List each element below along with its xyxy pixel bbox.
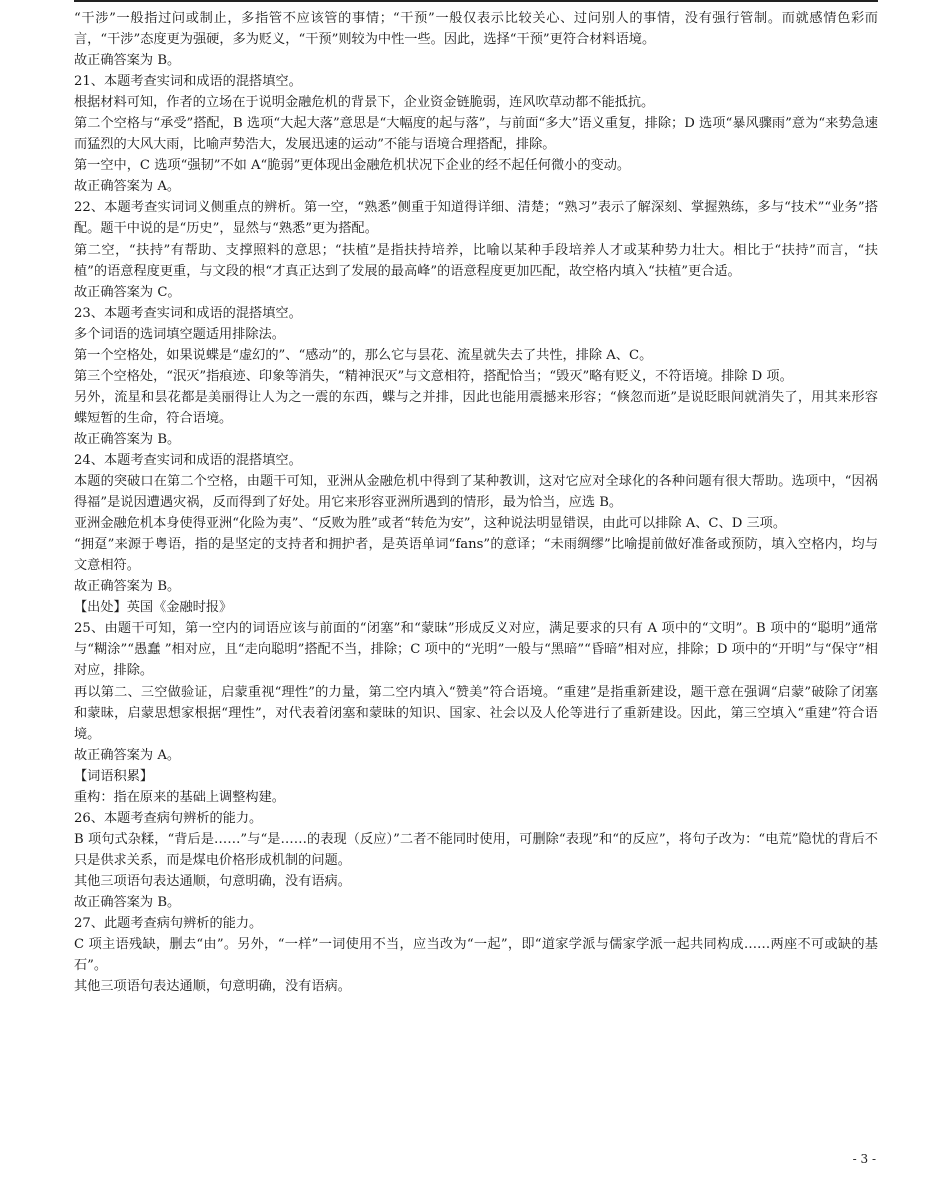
text-line: 另外，流星和昙花都是美丽得让人为之一震的东西，蝶与之并排，因此也能用震撼来形容；“倏忽而逝”是说眨眼间就消失了，用其来形容蝶短暂的生命，符合语境。	[74, 389, 878, 426]
text-line: 其他三项语句表达通顺，句意明确，没有语病。	[74, 979, 351, 995]
text-line: 故正确答案为 B。	[74, 53, 181, 69]
text-line: 【词语积累】	[74, 768, 154, 784]
text-line: 重构：指在原来的基础上调整构建。	[74, 789, 285, 805]
text-line: 22、本题考查实词词义侧重点的辨析。第一空，“熟悉”侧重于知道得详细、清楚；“熟习”表示了解深刻、掌握熟练，多与“技术”“业务”搭配。题干中说的是“历史”，显然与“熟悉”更为搭配。	[74, 200, 878, 237]
text-line: 24、本题考查实词和成语的混搭填空。	[74, 452, 302, 468]
text-line: C 项主语残缺，删去“由”。另外，“一样”一词使用不当，应当改为“一起”，即“道家学派与儒家学派一起共同构成……两座不可或缺的基石”。	[74, 937, 878, 974]
text-line: 26、本题考查病句辨析的能力。	[74, 810, 263, 826]
text-line: 第二个空格与“承受”搭配，B 选项“大起大落”意思是“大幅度的起与落”，与前面“多大”语义重复，排除；D 选项“暴风骤雨”意为“来势急速而猛烈的大风大雨，比喻声势浩大，发展迅速的运动”不能与语境合理搭配，排除。	[74, 116, 878, 153]
text-line: 第一个空格处，如果说蝶是“虚幻的”、“感动”的，那么它与昙花、流星就失去了共性，排除 A、C。	[74, 347, 653, 363]
text-line: 故正确答案为 A。	[74, 179, 181, 195]
answer-explanations	[74, 8, 878, 997]
text-line: 【出处】英国《金融时报》	[74, 600, 233, 616]
text-line: 第三个空格处，“泯灭”指痕迹、印象等消失，“精神泯灭”与文意相符，搭配恰当；“毁灭”略有贬义，不符语境。排除 D 项。	[74, 368, 793, 384]
text-line: 25、由题干可知，第一空内的词语应该与前面的“闭塞”和“蒙昧”形成反义对应，满足要求的只有 A 项中的“文明”。B 项中的“聪明”通常与“糊涂”“愚蠢 ”相对应，且“走向聪明”搭配不当，排除；C 项中的“光明”一般与“黑暗”“昏暗”相对应，排除；D 项中的“开明”与“保守”相对应，排除。	[74, 621, 878, 679]
text-line: “拥趸”来源于粤语，指的是坚定的支持者和拥护者，是英语单词“fans”的意译；“未雨绸缪”比喻提前做好准备或预防，填入空格内，均与文意相符。	[74, 537, 878, 574]
text-line: 故正确答案为 B。	[74, 894, 181, 910]
text-line: 根据材料可知，作者的立场在于说明金融危机的背景下，企业资金链脆弱，连风吹草动都不能抵抗。	[74, 95, 655, 111]
text-line: 其他三项语句表达通顺，句意明确，没有语病。	[74, 873, 351, 889]
header-rule	[74, 0, 878, 2]
text-line: 第二空，“扶持”有帮助、支撑照料的意思；“扶植”是指扶持培养，比喻以某种手段培养人才或某种势力壮大。相比于“扶持”而言，“扶植”的语意程度更重，与文段的根“才真正达到了发展的最高峰”的语意程度更加匹配，故空格内填入“扶植”更合适。	[74, 242, 878, 279]
text-line: 23、本题考查实词和成语的混搭填空。	[74, 305, 302, 321]
page-number: - 3 -	[852, 1152, 876, 1166]
text-line: 多个词语的选词填空题适用排除法。	[74, 326, 285, 342]
text-line: 故正确答案为 B。	[74, 579, 181, 595]
text-line: 21、本题考查实词和成语的混搭填空。	[74, 74, 302, 90]
text-line: B 项句式杂糅，“背后是……”与“是……的表现（反应）”二者不能同时使用，可删除“表现”和“的反应”，将句子改为：“电荒”隐忧的背后不只是供求关系，而是煤电价格形成机制的问题。	[74, 831, 878, 868]
text-line: 第一空中，C 选项“强韧”不如 A“脆弱”更体现出金融危机状况下企业的经不起任何微小的变动。	[74, 158, 631, 174]
text-line: 27、此题考查病句辨析的能力。	[74, 916, 263, 932]
text-line: 故正确答案为 C。	[74, 284, 181, 300]
text-line: 亚洲金融危机本身使得亚洲“化险为夷”、“反败为胜”或者“转危为安”，这种说法明显错误，由此可以排除 A、C、D 三项。	[74, 516, 787, 532]
text-line: 再以第二、三空做验证，启蒙重视“理性”的力量，第二空内填入“赞美”符合语境。“重建”是指重新建设，题干意在强调“启蒙”破除了闭塞和蒙昧，启蒙思想家根据“理性”，对代表着闭塞和蒙昧的知识、国家、社会以及人伦等进行了重新建设。因此，第三空填入“重建”符合语境。	[74, 684, 878, 742]
text-line: 故正确答案为 B。	[74, 431, 181, 447]
text-line: 本题的突破口在第二个空格，由题干可知，亚洲从金融危机中得到了某种教训，这对它应对全球化的各种问题有很大帮助。选项中，“因祸得福”是说因遭遇灾祸，反而得到了好处。用它来形容亚洲所遇到的情形，最为恰当，应选 B。	[74, 474, 878, 511]
text-line: “干涉”一般指过问或制止，多指管不应该管的事情；“干预”一般仅表示比较关心、过问别人的事情，没有强行管制。而就感情色彩而言，“干涉”态度更为强硬，多为贬义，“干预”则较为中性一些。因此，选择“干预”更符合材料语境。	[74, 11, 878, 48]
text-line: 故正确答案为 A。	[74, 747, 181, 763]
